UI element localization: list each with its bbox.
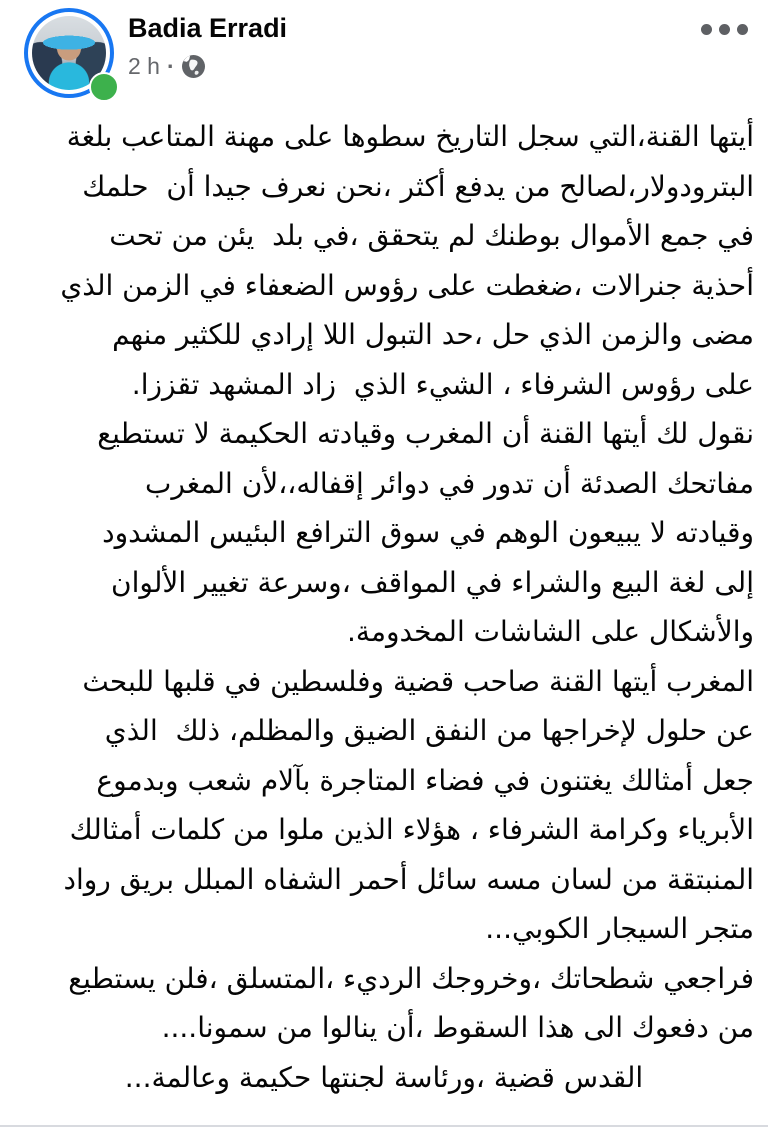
- timestamp[interactable]: 2 h: [128, 53, 160, 80]
- post-line: الأبرياء وكرامة الشرفاء ، هؤلاء الذين ملوا من كلمات أمثالك: [69, 813, 754, 846]
- post-line: المغرب أيتها القنة صاحب قضية وفلسطين في قلبها للبحث: [82, 664, 754, 698]
- post-line: البترودولار،لصالح من يدفع أكثر ،نحن نعرف جيدا أن حلمك: [82, 169, 754, 203]
- post-line: من دفعوك الى هذا السقوط ،أن ينالوا من سمونا....: [161, 1011, 754, 1044]
- post-line: أحذية جنرالات ،ضغطت على رؤوس الضعفاء في الزمن الذي: [60, 268, 754, 302]
- post-line: عن حلول لإخراجها من النفق الضيق والمظلم، ذلك الذي: [104, 714, 754, 747]
- post-line: مفاتحك الصدئة أن تدور في دوائر إقفاله،،لأن المغرب: [145, 466, 754, 500]
- post-line: أيتها القنة،التي سجل التاريخ سطوها على مهنة المتاعب بلغة: [66, 120, 754, 153]
- online-status-dot-icon: [89, 72, 119, 102]
- post-line: نقول لك أيتها القنة أن المغرب وقيادته الحكيمة لا تستطيع: [97, 417, 754, 450]
- post-text: [0, 112, 768, 1102]
- more-options-button[interactable]: [697, 10, 752, 49]
- meta-separator: ·: [166, 53, 175, 80]
- post-header: [0, 0, 768, 100]
- post-line: وقيادته لا يبيعون الوهم في سوق الترافع البئيس المشدود: [102, 516, 754, 549]
- post-line: في جمع الأموال بوطنك لم يتحقق ،في بلد يئن من تحت: [109, 219, 754, 252]
- post-line: والأشكال على الشاشات المخدومة.: [347, 615, 754, 648]
- post-line: فراجعي شطحاتك ،وخروجك الرديء ،المتسلق ،فلن يستطيع: [68, 961, 754, 995]
- post-line: متجر السيجار الكوبي...: [485, 912, 754, 945]
- ellipsis-icon: [701, 24, 712, 35]
- post-meta[interactable]: [128, 53, 697, 80]
- post-line: إلى لغة البيع والشراء في المواقف ،وسرعة تغيير الألوان: [111, 565, 754, 599]
- globe-icon: [182, 55, 205, 78]
- author-name[interactable]: Badia Erradi: [128, 13, 288, 43]
- post-line: القدس قضية ،ورئاسة لجنتها حكيمة وعالمة...: [124, 1060, 644, 1094]
- post-line: جعل أمثالك يغتنون في فضاء المتاجرة بآلام شعب وبدموع: [96, 763, 754, 797]
- avatar[interactable]: [24, 8, 116, 100]
- ellipsis-icon: [737, 24, 748, 35]
- post-line: المنبتقة من لسان مسه سائل أحمر الشفاه المبلل بريق رواد: [63, 862, 754, 896]
- post-line: على رؤوس الشرفاء ، الشيء الذي زاد المشهد تقززا.: [131, 367, 754, 401]
- divider: [0, 1125, 768, 1127]
- header-info: [128, 8, 697, 80]
- post-line: مضى والزمن الذي حل ،حد التبول اللا إرادي للكثير منهم: [112, 318, 754, 351]
- ellipsis-icon: [719, 24, 730, 35]
